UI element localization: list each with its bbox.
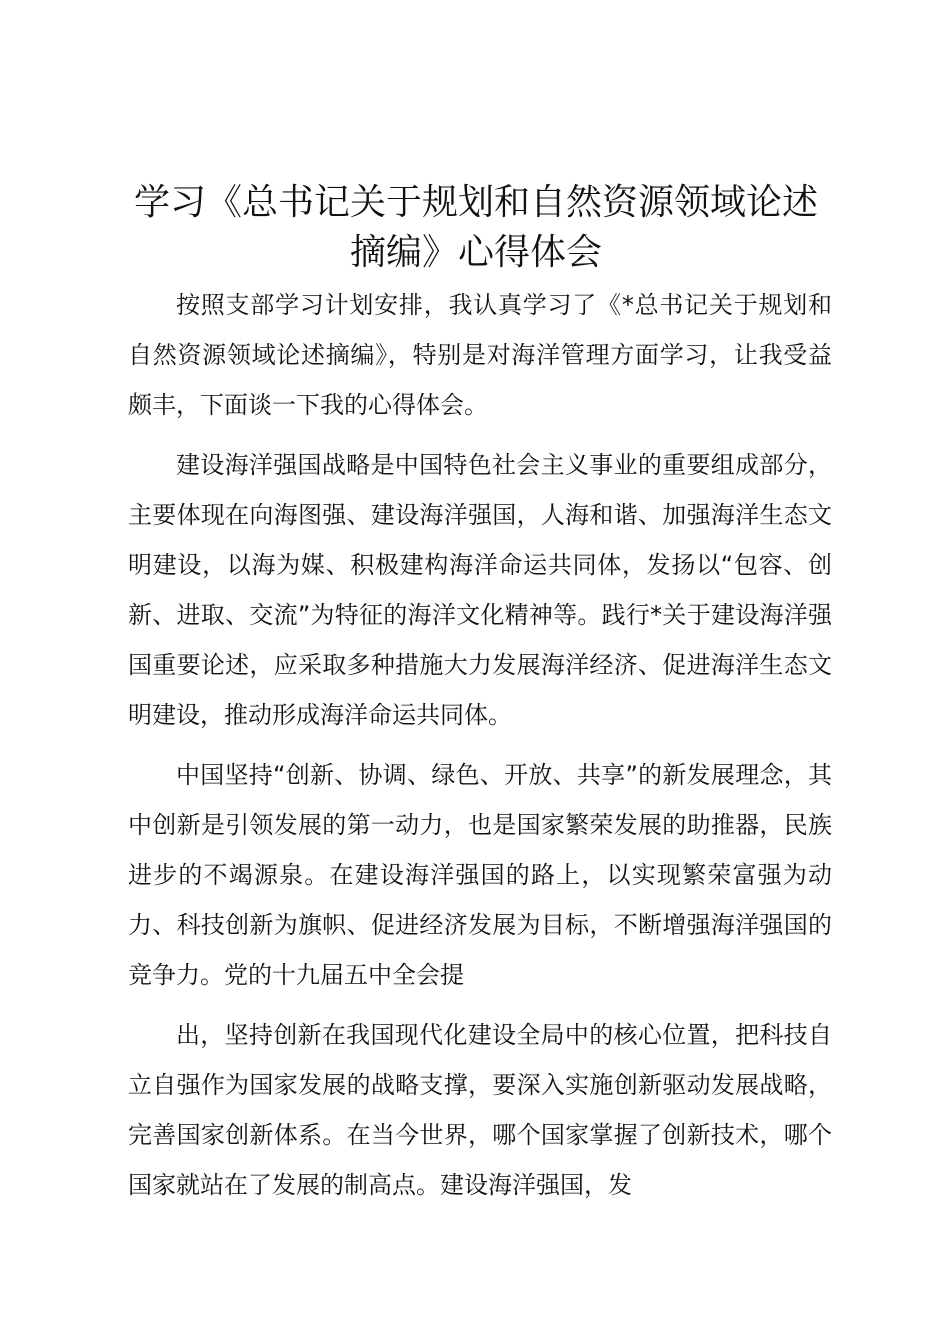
- paragraph-1: 按照支部学习计划安排，我认真学习了《*总书记关于规划和自然资源领域论述摘编》，特别是对海洋管理方面学习，让我受益颇丰，下面谈一下我的心得体会。: [128, 291, 832, 419]
- paragraph-4: 出，坚持创新在我国现代化建设全局中的核心位置，把科技自立自强作为国家发展的战略支撑，要深入实施创新驱动发展战略，完善国家创新体系。在当今世界，哪个国家掌握了创新技术，哪个国家就站在了发展的制高点。建设海洋强国，发: [128, 1021, 832, 1199]
- document-title: 学习《总书记关于规划和自然资源领域论述摘编》心得体会: [133, 182, 818, 273]
- paragraph-3: 中国坚持“创新、协调、绿色、开放、共享”的新发展理念，其中创新是引领发展的第一动力，也是国家繁荣发展的助推器，民族进步的不竭源泉。在建设海洋强国的路上，以实现繁荣富强为动力、科技创新为旗帜、促进经济发展为目标，不断增强海洋强国的竞争力。党的十九届五中全会提: [128, 761, 832, 989]
- paragraph-2: 建设海洋强国战略是中国特色社会主义事业的重要组成部分，主要体现在向海图强、建设海洋强国，人海和谐、加强海洋生态文明建设，以海为媒、积极建构海洋命运共同体，发扬以“包容、创新、进取、交流”为特征的海洋文化精神等。践行*关于建设海洋强国重要论述，应采取多种措施大力发展海洋经济、促进海洋生态文明建设，推动形成海洋命运共同体。: [128, 451, 832, 729]
- document-body: [128, 280, 832, 1220]
